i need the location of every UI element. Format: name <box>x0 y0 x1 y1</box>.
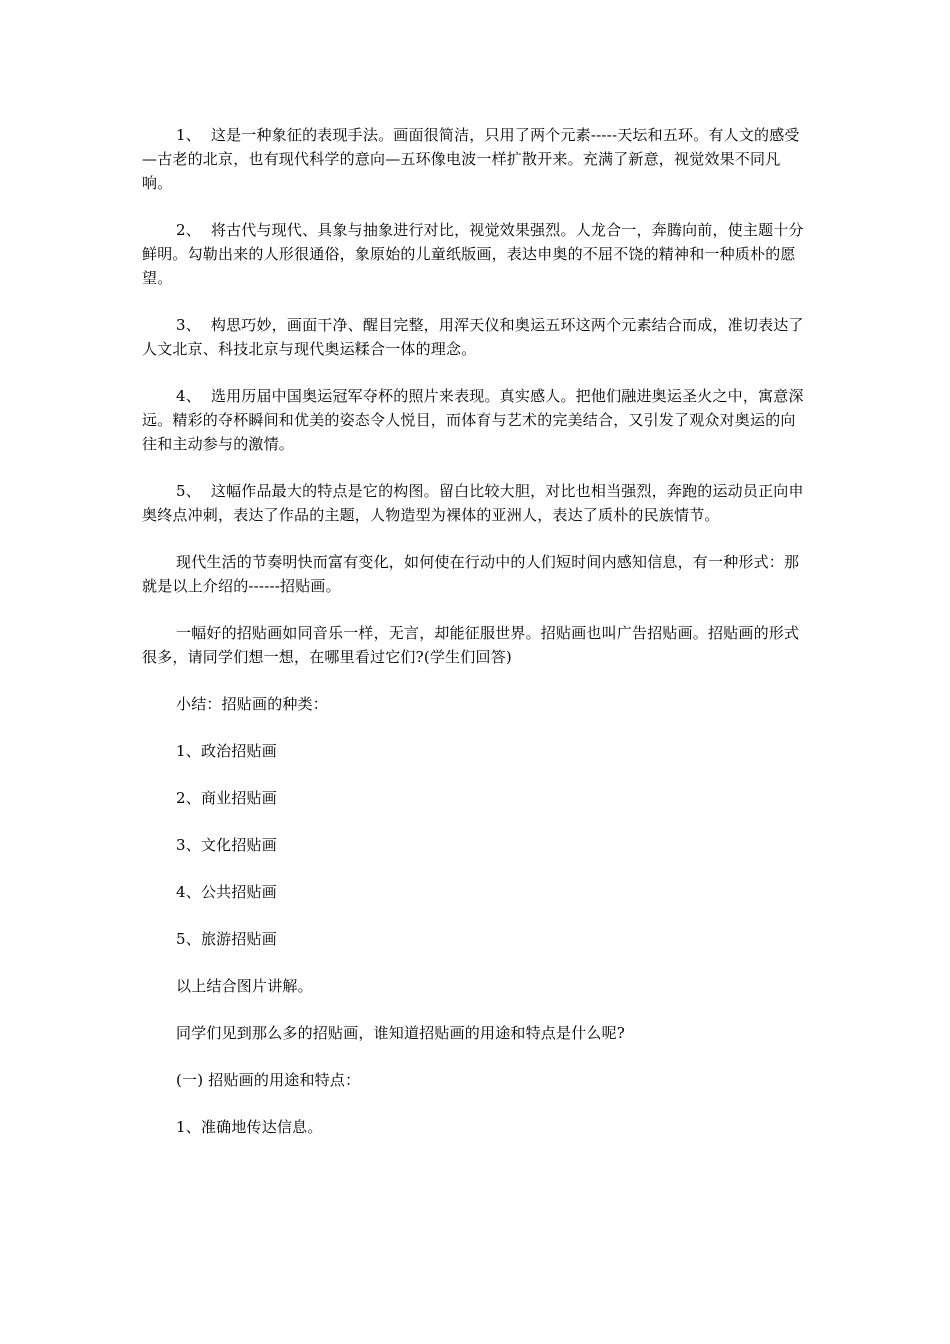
list-item-political: 1、政治招贴画 <box>176 742 277 760</box>
list-item-convey-info: 1、准确地传达信息。 <box>176 1118 323 1136</box>
paragraph-symbolism: 1、 这是一种象征的表现手法。画面很简洁，只用了两个元素-----天坛和五环。有人文的感受—古老的北京，也有现代科学的意向—五环像电波一样扩散开来。充满了新意，视觉效果不同凡响。 <box>142 126 800 192</box>
paragraph-champions: 4、 选用历届中国奥运冠军夺杯的照片来表现。真实感人。把他们融进奥运圣火之中，寓意深远。精彩的夺杯瞬间和优美的姿态令人悦目，而体育与艺术的完美结合，又引发了观众对奥运的向往和主动参与的激情。 <box>142 387 804 453</box>
list-item-tourism: 5、旅游招贴画 <box>176 930 277 948</box>
paragraph-layout: 5、 这幅作品最大的特点是它的构图。留白比较大胆，对比也相当强烈，奔跑的运动员正向申奥终点冲刺，表达了作品的主题，人物造型为裸体的亚洲人，表达了质朴的民族情节。 <box>142 482 804 524</box>
list-item-commercial: 2、商业招贴画 <box>176 789 277 807</box>
list-item-cultural: 3、文化招贴画 <box>176 836 277 854</box>
paragraph-good-poster: 一幅好的招贴画如同音乐一样，无言，却能征服世界。招贴画也叫广告招贴画。招贴画的形式很多，请同学们想一想，在哪里看过它们?(学生们回答) <box>142 624 800 666</box>
list-item-public: 4、公共招贴画 <box>176 883 277 901</box>
paragraph-composition: 3、 构思巧妙，画面干净、醒目完整，用浑天仪和奥运五环这两个元素结合而成，准切表达了人文北京、科技北京与现代奥运糅合一体的理念。 <box>142 316 804 358</box>
paragraph-question: 同学们见到那么多的招贴画，谁知道招贴画的用途和特点是什么呢? <box>176 1024 626 1042</box>
summary-heading: 小结：招贴画的种类： <box>176 695 329 713</box>
paragraph-contrast: 2、 将古代与现代、具象与抽象进行对比，视觉效果强烈。人龙合一，奔腾向前，使主题十分鲜明。勾勒出来的人形很通俗，象原始的儿童纸版画，表达申奥的不屈不饶的精神和一种质朴的愿望。 <box>142 221 804 287</box>
section-heading-uses: (一) 招贴画的用途和特点： <box>176 1071 361 1089</box>
paragraph-explanation: 以上结合图片讲解。 <box>176 977 313 995</box>
paragraph-modern-life: 现代生活的节奏明快而富有变化，如何使在行动中的人们短时间内感知信息，有一种形式：那就是以上介绍的------招贴画。 <box>142 553 800 595</box>
document-body <box>142 123 808 1162</box>
